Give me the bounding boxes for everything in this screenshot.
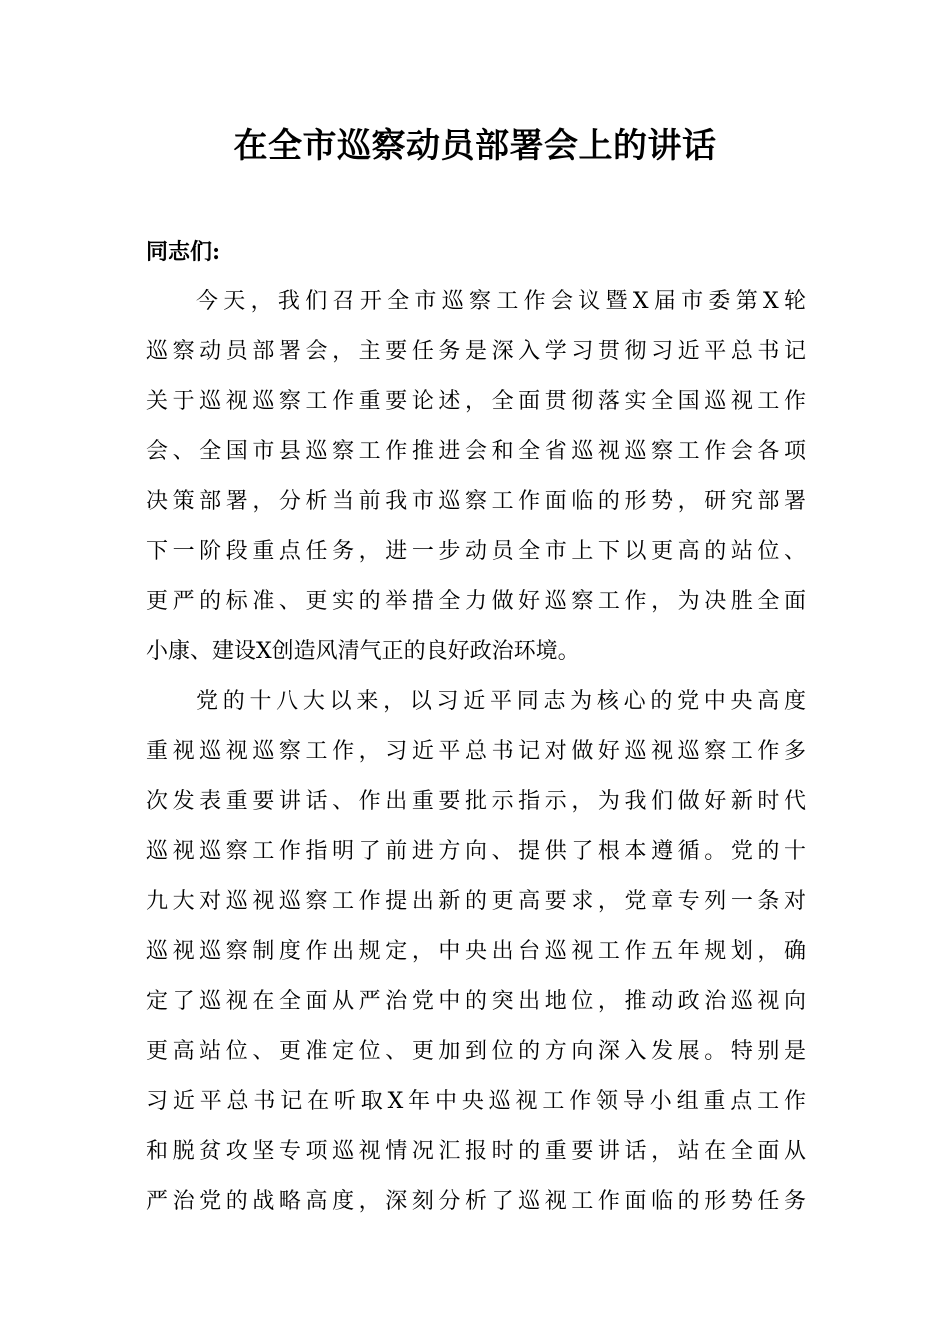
paragraph-2-line: 党的十八大以来，以习近平同志为核心的党中央高度	[196, 689, 806, 714]
salutation: 同志们:	[146, 239, 221, 265]
paragraph-1-line: 巡察动员部署会，主要任务是深入学习贯彻习近平总书记	[146, 339, 806, 364]
paragraph-2-line: 巡视巡察制度作出规定，中央出台巡视工作五年规划，确	[146, 939, 806, 964]
paragraph-1-line: 小康、建设X创造风清气正的良好政治环境。	[146, 639, 580, 664]
paragraph-2-line: 巡视巡察工作指明了前进方向、提供了根本遵循。党的十	[146, 839, 806, 864]
paragraph-2-line: 更高站位、更准定位、更加到位的方向深入发展。特别是	[146, 1039, 806, 1064]
paragraph-2-line: 定了巡视在全面从严治党中的突出地位，推动政治巡视向	[146, 989, 806, 1014]
paragraph-2-line: 和脱贫攻坚专项巡视情况汇报时的重要讲话，站在全面从	[146, 1139, 806, 1164]
paragraph-1-line: 关于巡视巡察工作重要论述，全面贯彻落实全国巡视工作	[146, 389, 806, 414]
paragraph-1-line: 更严的标准、更实的举措全力做好巡察工作，为决胜全面	[146, 589, 806, 614]
paragraph-2-line: 重视巡视巡察工作，习近平总书记对做好巡视巡察工作多	[146, 739, 806, 764]
paragraph-1-line: 今天，我们召开全市巡察工作会议暨X届市委第X轮	[196, 289, 806, 314]
paragraph-2-line: 严治党的战略高度，深刻分析了巡视工作面临的形势任务	[146, 1189, 806, 1214]
paragraph-1-line: 决策部署，分析当前我市巡察工作面临的形势，研究部署	[146, 489, 806, 514]
paragraph-2-line: 九大对巡视巡察工作提出新的更高要求，党章专列一条对	[146, 889, 806, 914]
paragraph-2-line: 习近平总书记在听取X年中央巡视工作领导小组重点工作	[146, 1089, 806, 1114]
paragraph-1-line: 会、全国市县巡察工作推进会和全省巡视巡察工作会各项	[146, 439, 806, 464]
document-title: 在全市巡察动员部署会上的讲话	[233, 126, 717, 166]
paragraph-1-line: 下一阶段重点任务，进一步动员全市上下以更高的站位、	[146, 539, 806, 564]
paragraph-2-line: 次发表重要讲话、作出重要批示指示，为我们做好新时代	[146, 789, 806, 814]
